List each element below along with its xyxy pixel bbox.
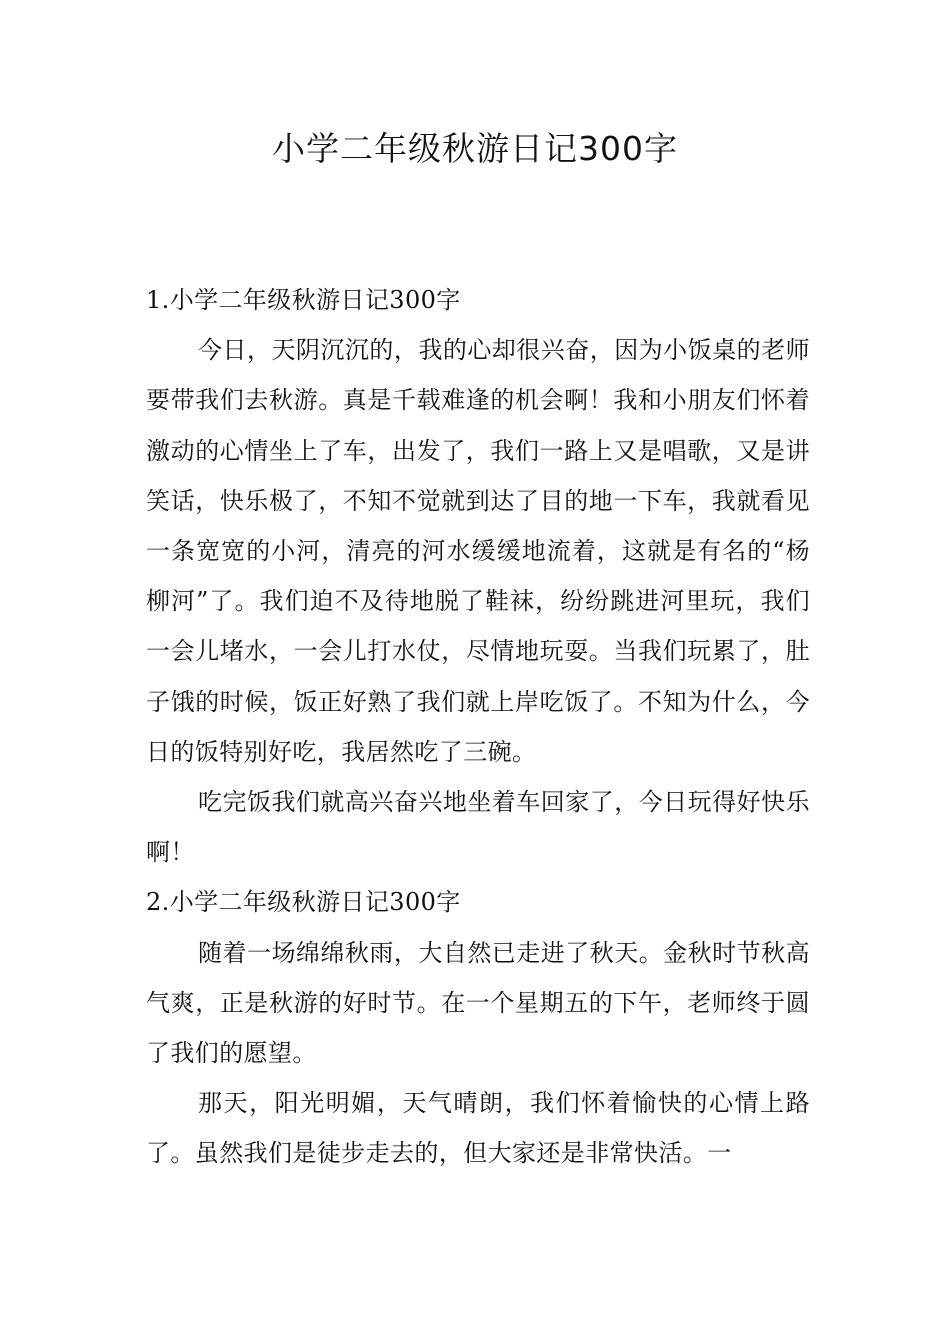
- document-title: 小学二年级秋游日记300字: [272, 129, 678, 168]
- document-body: [146, 275, 810, 1179]
- paragraph: 吃完饭我们就高兴奋兴地坐着车回家了，今日玩得好快乐啊！: [146, 788, 810, 867]
- paragraph: 那天，阳光明媚，天气晴朗，我们怀着愉快的心情上路了。虽然我们是徒步走去的，但大家还是非常快活。一: [146, 1089, 810, 1168]
- section-2: [146, 877, 810, 1178]
- paragraph: 今日，天阴沉沉的，我的心却很兴奋，因为小饭桌的老师要带我们去秋游。真是千载难逢的机会啊！我和小朋友们怀着激动的心情坐上了车，出发了，我们一路上又是唱歌，又是讲笑话，快乐极了，不知不觉就到达了目的地一下车，我就看见一条宽宽的小河，清亮的河水缓缓地流着，这就是有名的“杨柳河”了。我们迫不及待地脱了鞋袜，纷纷跳进河里玩，我们一会儿堵水，一会儿打水仗，尽情地玩耍。当我们玩累了，肚子饿的时候，饭正好熟了我们就上岸吃饭了。不知为什么，今日的饭特别好吃，我居然吃了三碗。: [146, 336, 810, 766]
- section-1: [146, 275, 810, 877]
- section-heading: 1.小学二年级秋游日记300字: [146, 286, 461, 314]
- paragraph: 随着一场绵绵秋雨，大自然已走进了秋天。金秋时节秋高气爽，正是秋游的好时节。在一个星期五的下午，老师终于圆了我们的愿望。: [146, 938, 810, 1068]
- section-heading: 2.小学二年级秋游日记300字: [146, 888, 461, 917]
